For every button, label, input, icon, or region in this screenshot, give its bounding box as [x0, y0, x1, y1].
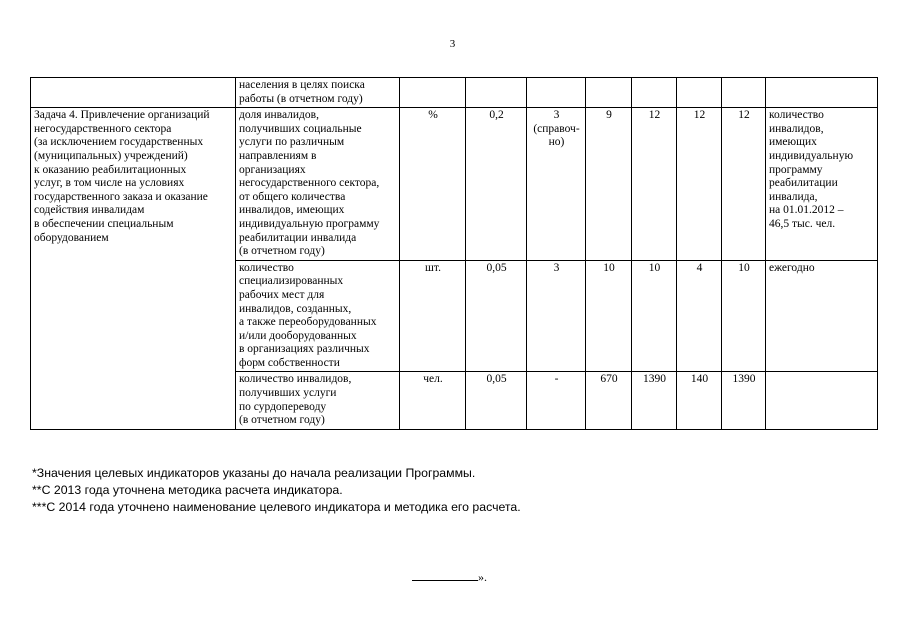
value-cell: 10	[722, 260, 766, 372]
closing-line	[412, 569, 487, 585]
base-value-cell: -	[527, 372, 586, 429]
indicator-cell: количество инвалидов, получивших услуги по сурдопереводу (в отчетном году)	[236, 372, 400, 429]
weight-cell: 0,05	[466, 260, 527, 372]
note-cell: количество инвалидов, имеющих индивидуальную программу реабилитации инвалида, на 01.01.2012 – 46,5 тыс. чел.	[766, 108, 878, 261]
note-cell	[766, 78, 878, 108]
value-cell: 12	[632, 108, 677, 261]
task-4-cell: Задача 4. Привлечение организаций негосударственного сектора (за исключением государственных (муниципальных) учреждений) к оказанию реабилитационных услуг, в том числе на условиях государственного заказа и оказание содействия инвалидам в обеспечении специальным оборудованием	[31, 108, 236, 430]
weight-cell: 0,05	[466, 372, 527, 429]
note-cell: ежегодно	[766, 260, 878, 372]
base-value-cell: 3	[527, 260, 586, 372]
value-cell: 140	[677, 372, 722, 429]
footnotes	[32, 465, 521, 516]
page-number: 3	[449, 38, 456, 50]
table-row	[31, 108, 878, 261]
indicator-cell: количество специализированных рабочих мест для инвалидов, созданных, а также переоборудованных и/или дооборудованных в организациях различных форм собственности	[236, 260, 400, 372]
value-cell	[722, 78, 766, 108]
indicator-cell: населения в целях поиска работы (в отчетном году)	[236, 78, 400, 108]
value-cell: 10	[586, 260, 632, 372]
value-cell: 1390	[722, 372, 766, 429]
base-value-cell	[527, 78, 586, 108]
footnote: *Значения целевых индикаторов указаны до начала реализации Программы.	[32, 466, 476, 480]
value-cell: 670	[586, 372, 632, 429]
closing-quote: ».	[478, 570, 487, 584]
footnote: **С 2013 года уточнена методика расчета индикатора.	[32, 483, 343, 497]
value-cell: 12	[722, 108, 766, 261]
value-cell	[586, 78, 632, 108]
value-cell: 9	[586, 108, 632, 261]
table-row-continued	[31, 78, 878, 108]
unit-cell	[400, 78, 466, 108]
unit-cell: чел.	[400, 372, 466, 429]
base-value-cell: 3 (справоч- но)	[527, 108, 586, 261]
indicator-cell: доля инвалидов, получивших социальные услуги по различным направлениям в организациях негосударственного сектора, от общего количества инвалидов, имеющих индивидуальную программу реабилитации инвалида (в отчетном году)	[236, 108, 400, 261]
target-indicators-table	[30, 77, 878, 430]
value-cell: 10	[632, 260, 677, 372]
footnote: ***С 2014 года уточнено наименование целевого индикатора и методика его расчета.	[32, 500, 521, 514]
value-cell	[677, 78, 722, 108]
note-cell	[766, 372, 878, 429]
signature-blank	[412, 569, 478, 581]
value-cell: 12	[677, 108, 722, 261]
weight-cell: 0,2	[466, 108, 527, 261]
task-cell-empty	[31, 78, 236, 108]
value-cell: 1390	[632, 372, 677, 429]
value-cell: 4	[677, 260, 722, 372]
unit-cell: %	[400, 108, 466, 261]
unit-cell: шт.	[400, 260, 466, 372]
value-cell	[632, 78, 677, 108]
weight-cell	[466, 78, 527, 108]
